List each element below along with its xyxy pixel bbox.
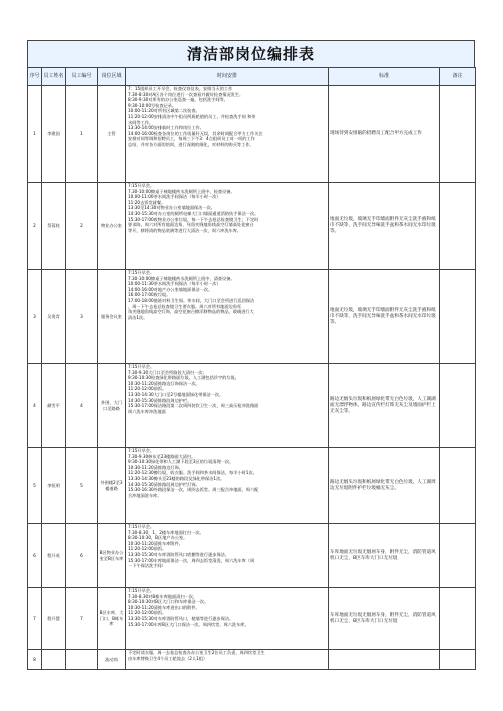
remark-cell xyxy=(440,448,476,524)
standard-cell: 路边无烟头垃圾和纸屑绿化带无白色垃圾，人工湖周边无垃圾附件护栏垃圾桶无灰尘。 xyxy=(329,448,440,524)
row-number-cell: 7 xyxy=(28,588,42,650)
schedule-line: 由车库替换卫生4个员工轮流去（2人1组） xyxy=(128,655,208,661)
schedule-line: 10:30-11:20清推车库进出口的附件。 xyxy=(128,604,200,610)
schedule-line: 13:30-14:30擦头至23楼的路段及绿化带保洁1次。 xyxy=(128,475,225,481)
remark-cell xyxy=(440,524,476,588)
standard-cell: 车库地面无垃圾无烟屑车身，附件无尘，消防管道风机口无尘，B区车库大门口无垃圾 xyxy=(329,588,440,650)
table-row xyxy=(28,650,476,670)
post-area-cell: 外围楼2至3楼道路 xyxy=(98,448,126,524)
sheet-title: 清洁部岗位编排表 xyxy=(27,40,475,67)
standard-cell: 车库地面无垃圾无烟屑车身，附件无尘，消防管道风机口无尘，B区车库大门口无垃圾 xyxy=(329,524,440,588)
schedule-line: 7：15组织员工开早会，检查仪容仪表，安排当天的工作 xyxy=(128,86,233,91)
schedule-line: 10:30-11:20清推路边灯饰保洁一次。 xyxy=(128,380,200,386)
header-cell: 序号 xyxy=(28,68,42,86)
post-area-cell: 流动岗 xyxy=(98,650,126,670)
schedule-line: 13:30-14:30大门口至2号楼地面绿化带保洁一次。 xyxy=(128,391,224,397)
schedule-line: 9:30-10:30检查绿化带路面垃圾，人工湖包括诊宇的垃圾。 xyxy=(128,375,239,381)
schedule-line: 7:15开早会。 xyxy=(128,270,155,275)
schedule-line: 7.30-10:00擦桌子椅地楼药水洗厕所上班中，检查设备。 xyxy=(128,188,235,194)
table-row xyxy=(28,183,476,270)
remark-cell xyxy=(440,650,476,670)
row-number-cell: 2 xyxy=(28,183,42,270)
schedule-line: ，周一下午去卷总检查镜卫生要衣服。周六对所有地面边角死 xyxy=(128,303,242,309)
schedule-line: 9:30-10:30绿化带和人工湖下段至3区的垃圾清理一次。 xyxy=(128,459,234,465)
standard-cell: 现场待到安排脑的招聘员工配合甲方完成工作 xyxy=(329,86,440,183)
schedule-line: 13:30-15:30对车库消防管风口，棱墙等进行逐步保洁。 xyxy=(128,615,234,621)
roster-sheet xyxy=(27,40,475,670)
remark-cell xyxy=(440,86,476,183)
schedule-cell xyxy=(126,448,329,524)
employee-name-cell: 李建国 xyxy=(42,86,66,183)
employee-code-cell: 1 xyxy=(66,86,98,183)
remark-cell xyxy=(440,364,476,448)
schedule-line: 7.30-8:30对A区各个岗位进行一次查看并做好检查情况发生。 xyxy=(128,91,244,97)
schedule-line: 7.30-8.30，1、2楼车库地面打扫一次。 xyxy=(128,529,204,535)
schedule-cell xyxy=(126,364,329,448)
standard-cell: 地面无垃圾，玻璃无手印墙面附件无灰尘洗手液和纸巾不缺等，洗手间无异味洗手盆和茶水间无水印垃圾等。 xyxy=(329,183,440,270)
employee-name-cell: 颜雪平 xyxy=(42,364,66,448)
schedule-line: 14:30-15:30清推路段周边护栏。 xyxy=(128,397,192,403)
schedule-line: 清洁1次。 xyxy=(128,314,148,320)
roster-body xyxy=(28,86,476,670)
employee-name-cell xyxy=(42,650,66,670)
schedule-line: 7:15开早会。 xyxy=(128,448,155,453)
employee-code-cell: 4 xyxy=(66,364,98,448)
schedule-line: 要求陈，周六对所有地面边角、死角夹缝地角线高空灯墙高处花窗台 xyxy=(128,222,254,228)
header-cell: 岗位区域 xyxy=(98,68,126,86)
schedule-line: 15:30-17:00收物业办公室垃圾，每一下午去卷总检查镜卫生；不定时 xyxy=(128,216,259,222)
employee-name-cell: 蔡蓉枝 xyxy=(42,183,66,270)
header-cell: 备注 xyxy=(440,68,476,86)
remark-cell xyxy=(440,588,476,650)
schedule-line: 7.30-10:00擦桌子椅地楼药水洗厕所上班中，清查设备。 xyxy=(128,275,235,281)
schedule-line: 14:00-16:00对地产办公室墙地面保洁一次。 xyxy=(128,286,213,292)
header-cell: 员工编号 xyxy=(66,68,98,86)
schedule-line: 13:30-14:00安排临时工作和岗位工作。 xyxy=(128,125,204,131)
schedule-line: 16:00-17:00收垃圾。 xyxy=(128,292,171,298)
schedule-line: 14:30-15:30清推路段周边护栏灯饰。 xyxy=(128,481,200,487)
table-row xyxy=(28,524,476,588)
schedule-line: 11:20-12:00前饭。 xyxy=(128,546,167,552)
employee-code-cell: 5 xyxy=(66,448,98,524)
table-row xyxy=(28,448,476,524)
post-area-cell: 外围、大门口至路路 xyxy=(98,364,126,448)
employee-code-cell: 3 xyxy=(66,270,98,364)
schedule-line: 不定时读衣服，周一去卷总检查办办公室卫生2位员工负责，周四饮堂卫生 xyxy=(128,650,265,655)
schedule-line: 等开，移将清的物品装满等进行大清洁一次，周六冲洗车库。 xyxy=(128,227,242,233)
schedule-line: 8:30-10:30，B区地产办公室。 xyxy=(128,535,188,541)
header-cell: 时间安排 xyxy=(126,68,329,86)
schedule-line: 14:00-16:00检查各岗位的工作质量好无误，其余时间配合甲方工作关注 xyxy=(128,130,263,136)
schedule-line: 周六洗车库冲洗地面 xyxy=(128,408,166,414)
schedule-line: 10:30-11:20清推路边灯饰。 xyxy=(128,464,183,470)
schedule-line: 15:30-17:00车库B区大门口保洁一次，周四饮堂，周六洗车库。 xyxy=(128,621,249,627)
schedule-line: 11:20-12:00安排清洁中午组员两班轮值的员工，并检查洗手间 和茶 xyxy=(128,113,256,119)
post-area-cell: B区物业办公室至B区车库 xyxy=(98,524,126,588)
table-row xyxy=(28,270,476,364)
header-row xyxy=(28,68,476,86)
schedule-line: 10:00-11:30茶水间洗手间保洁（每半小时一次） xyxy=(128,281,221,287)
schedule-line: 7:15开早会。 xyxy=(128,524,155,529)
schedule-line: 一下午保洁洗手间） xyxy=(128,563,166,569)
employee-name-cell: 程开慧 xyxy=(42,588,66,650)
schedule-cell xyxy=(126,270,329,364)
row-number-cell: 6 xyxy=(28,524,42,588)
post-area-cell: 物业办公室 xyxy=(98,183,126,270)
post-area-cell: B区车库、大门口、B栋车库 xyxy=(98,588,126,650)
schedule-cell xyxy=(126,183,329,270)
row-number-cell: 5 xyxy=(28,448,42,524)
schedule-line: 总结，并对各方面的培训，进行深刻的细化，对材料的购买等工作。 xyxy=(128,141,254,147)
employee-name-cell: 程开英 xyxy=(42,524,66,588)
standard-cell xyxy=(329,650,440,670)
schedule-line: 11:20-12:00前饭。 xyxy=(128,610,167,616)
standard-cell: 路边无烟头垃圾和纸屑绿化带无白色垃圾，人工湖湖面无漂浮物体，路边宣传栏灯饰无灰尘及墙面护栏上无灰尘等。 xyxy=(329,364,440,448)
row-number-cell: 8 xyxy=(28,650,42,670)
schedule-line: 17:00-18:00值班对料卫生间。茶水间，大门口至会所进行巡回保洁 xyxy=(128,297,255,303)
schedule-line: 7.30-9.30大门口至会所路段大清扫一次； xyxy=(128,369,207,375)
row-number-cell: 1 xyxy=(28,86,42,183)
employee-code-cell: 6 xyxy=(66,524,98,588)
table-row xyxy=(28,588,476,650)
schedule-line: 15:30-17:00车库地面保洁一次，周四去饭堂清洗，周六洗车库（周 xyxy=(128,557,255,563)
table-row xyxy=(28,364,476,448)
schedule-line: 7:15开早会。 xyxy=(128,364,155,369)
row-number-cell: 3 xyxy=(28,270,42,364)
schedule-line: 13:30至14:30对物业办公室墙地面保洁一次。 xyxy=(128,205,215,211)
schedule-line: 合冲地面洗车库。 xyxy=(128,492,162,498)
roster-table xyxy=(27,67,476,670)
schedule-line: 15:30-16:30外路段保洁一次，周四去饭堂。周三配合冲地面，周六配 xyxy=(128,487,259,493)
schedule-line: 9:30-10:00写检查记录。 xyxy=(128,102,177,108)
schedule-line: 10:00-11:20对所有区域第二次检查。 xyxy=(128,108,200,114)
schedule-line: 14:30-15:30对办公室的厕所电梯大门口墙面通道消防扶手保洁一次。 xyxy=(128,210,259,216)
header-cell: 员工姓名 xyxy=(42,68,66,86)
schedule-line: 11:20去饭堂就餐。 xyxy=(128,199,166,205)
schedule-line: 7:15开早会。 xyxy=(128,183,155,188)
remark-cell xyxy=(440,270,476,364)
schedule-line: 11:20-12:30擦垃圾，收衣服。洗手间和茶水间保洁，每半小时1次。 xyxy=(128,470,257,476)
schedule-line: 7.30-8.30对B栋车库地面清扫一次。 xyxy=(128,593,198,599)
schedule-line: 8:30-10:30对B区大门口和车库保洁一次。 xyxy=(128,599,209,605)
schedule-cell xyxy=(126,524,329,588)
employee-code-cell: 2 xyxy=(66,183,98,270)
schedule-line: 15:30-17:00保洁路段第二次周四装饮卫生一次，周三高压枪冲洗路面 xyxy=(128,403,259,409)
schedule-line: 13:30-15:30对车库消防管风口底棚等进行逐步保洁。 xyxy=(128,551,230,557)
schedule-line: 角夹缝地角线高空灯饰，高空花窗台擦洋移物品的物品，玻璃进行大 xyxy=(128,309,254,315)
schedule-line: 8:30-9:30对所有的办公室巡查一遍，包括洗手间等。 xyxy=(128,97,228,103)
post-area-cell: 服务会议室 xyxy=(98,270,126,364)
schedule-cell xyxy=(126,588,329,650)
schedule-line: 7:15开早会。 xyxy=(128,588,155,593)
schedule-line: 7.30-9.30修东至23楼路面大清扫。 xyxy=(128,453,196,459)
schedule-line: 水间等工作。 xyxy=(128,119,154,125)
employee-code-cell: 7 xyxy=(66,588,98,650)
employee-name-cell: 吴贵青 xyxy=(42,270,66,364)
schedule-line: 11:20-12:00前饭。 xyxy=(128,386,167,392)
employee-code-cell xyxy=(66,650,98,670)
post-area-cell: 主管 xyxy=(98,86,126,183)
employee-name-cell: 李恒明 xyxy=(42,448,66,524)
schedule-cell xyxy=(126,86,329,183)
schedule-line: 10.00-11:00茶水间洗手间保洁（每半小时一次） xyxy=(128,194,221,200)
schedule-line: 10:30-11:20清推车库附件。 xyxy=(128,540,183,546)
header-cell: 标准 xyxy=(329,68,440,86)
table-row xyxy=(28,86,476,183)
schedule-line: 安排对同等调和招聘员工，每周三下午3：4点组织员工对一项的工作 xyxy=(128,136,255,142)
schedule-cell xyxy=(126,650,329,670)
standard-cell: 地面无垃圾，玻璃无手印墙面附件无灰尘洗手液和纸巾不缺等，洗手间无异味洗手盆和茶水间无水印垃圾等。 xyxy=(329,270,440,364)
row-number-cell: 4 xyxy=(28,364,42,448)
remark-cell xyxy=(440,183,476,270)
